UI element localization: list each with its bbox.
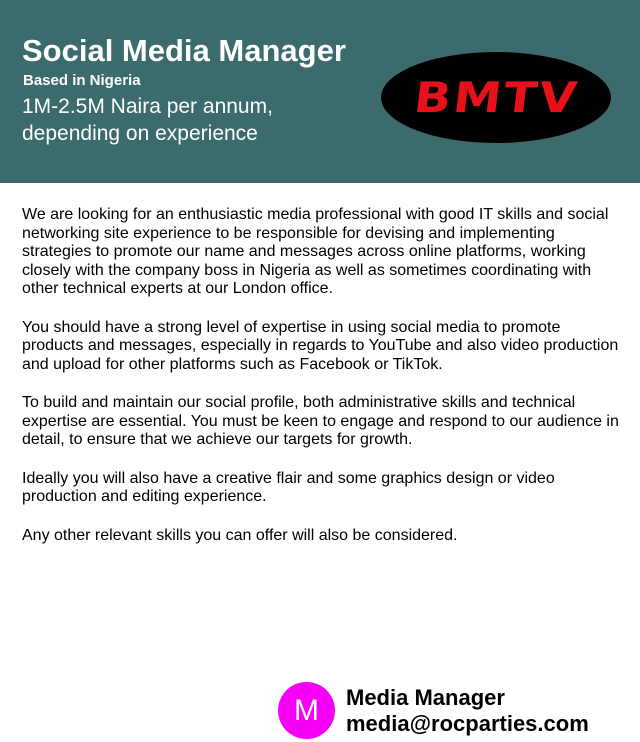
bmtv-logo <box>381 52 611 143</box>
avatar-letter: M <box>294 693 319 727</box>
description-paragraph: We are looking for an enthusiastic media professional with good IT skills and social networking site experience to be responsible for devising and implementing strategies to promote our name and messages across online platforms, working closely with the company boss in Nigeria as well as sometimes coordinating with other technical experts at our London office. <box>22 206 609 297</box>
logo-text: BMTV <box>410 72 582 122</box>
job-title: Social Media Manager <box>22 33 346 68</box>
description-paragraph: Any other relevant skills you can offer will also be considered. <box>22 526 458 544</box>
job-location: Based in Nigeria <box>23 72 141 89</box>
contact-email[interactable]: media@rocparties.com <box>346 711 589 736</box>
job-description <box>22 206 622 565</box>
description-paragraph: You should have a strong level of expertise in using social media to promote products and messages, especially in regards to YouTube and also video production and upload for other platforms such as Facebook or TikTok. <box>22 318 619 373</box>
avatar <box>278 682 335 739</box>
description-paragraph: To build and maintain our social profile, both administrative skills and technical expertise are essential. You must be keen to engage and respond to our audience in detail, to ensure that we achieve our targets for growth. <box>22 394 619 448</box>
contact-name: Media Manager <box>346 685 505 710</box>
job-header <box>0 0 640 183</box>
description-paragraph: Ideally you will also have a creative flair and some graphics design or video production and editing experience. <box>22 469 555 505</box>
job-salary: 1M-2.5M Naira per annum, depending on experience <box>22 95 273 145</box>
